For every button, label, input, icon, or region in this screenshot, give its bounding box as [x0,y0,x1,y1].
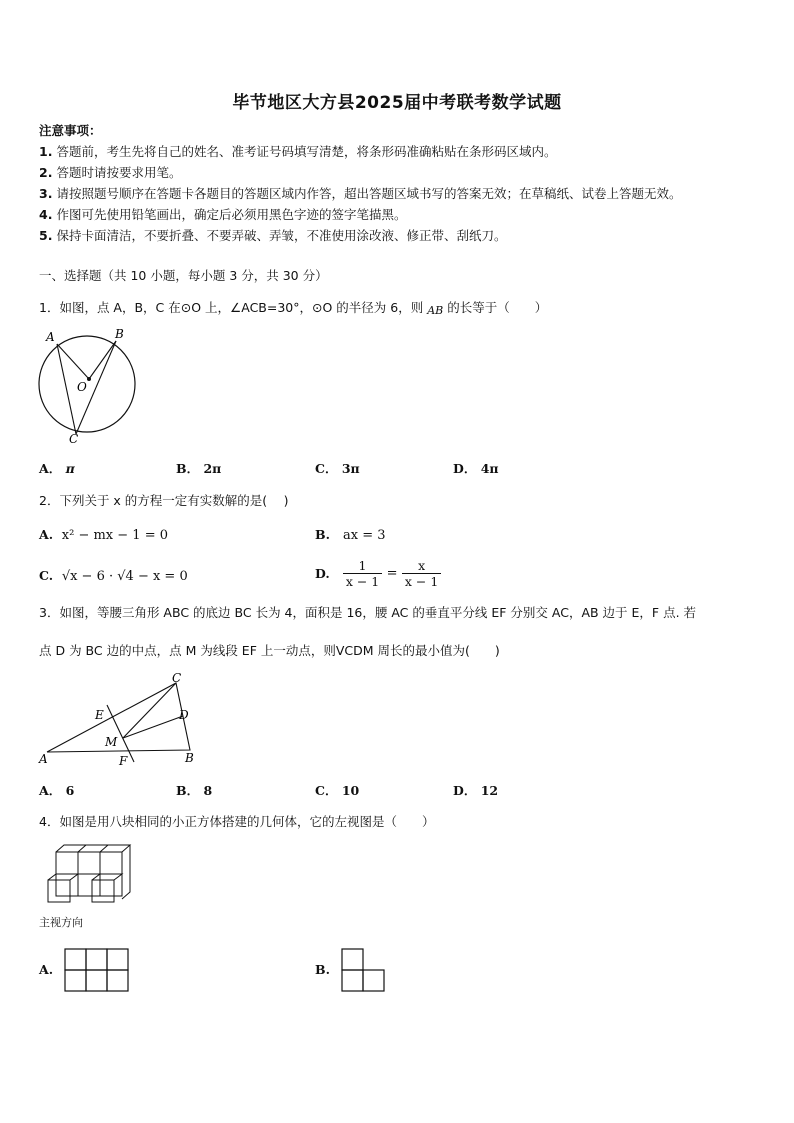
point-label: M [105,735,118,749]
point-label: O [77,380,87,394]
point-label: C [172,671,182,685]
notice-item: 5. 保持卡面清洁，不要折叠、不要弄破、弄皱，不准使用涂改液、修正带、刮纸刀。 [39,228,507,243]
cube-figure [40,842,140,912]
option-c: C. √x − 6 · √4 − x = 0 [39,568,188,584]
option-b: B． 8 [176,783,213,798]
option-a: A． π [39,461,75,476]
option-d: D． 12 [453,783,499,798]
notice-item: 4. 作图可先使用铅笔画出，确定后必须用黑色字迹的签字笔描黑。 [39,207,407,222]
option-d: D. $\frac{1}{x - 1}$ = $\frac{x}{x - 1}$ [315,558,441,589]
question-4: 4．如图是用八块相同的小正方体搭建的几何体，它的左视图是（ ） [39,814,435,829]
notice-item: 3. 请按照题号顺序在答题卡各题目的答题区域内作答，超出答题区域书写的答案无效；在草稿纸、试卷上答题无效。 [39,186,682,201]
question-3-line2: 点 D 为 BC 边的中点，点 M 为线段 EF 上一动点，则VCDM 周长的最小值为( ) [39,643,500,658]
circle-figure [37,326,145,446]
point-label: A [39,752,48,766]
point-label: D [179,708,189,722]
point-label: A [46,330,55,344]
section-heading: 一、选择题（共 10 小题，每小题 3 分，共 30 分） [39,268,328,283]
option-a: A. x² − mx − 1 = 0 [39,527,168,543]
option-a: A． 6 [39,783,75,798]
page-title: 毕节地区大方县2025届中考联考数学试题 [232,93,562,113]
option-d: D． 4π [453,461,499,476]
question-1: 1．如图，点 A，B，C 在⊙O 上，∠ACB=30°，⊙O 的半径为 6，则 AB 的长等于（ ） [39,300,548,317]
arc-label: AB [427,304,444,317]
option-b-letter: B. [315,962,330,977]
option-c: C． 3π [315,461,360,476]
notice-item: 1. 答题前，考生先将自己的姓名、准考证号码填写清楚，将条形码准确粘贴在条形码区域内。 [39,144,557,159]
point-label: B [185,751,194,765]
point-label: C [69,432,79,446]
option-a-view [64,947,132,993]
question-3: 3．如图，等腰三角形 ABC 的底边 BC 长为 4，面积是 16，腰 AC 的垂直平分线 EF 分别交 AC，AB 边于 E，F 点. 若 [39,605,697,620]
question-number: 1． [39,300,60,315]
question-2: 2．下列关于 x 的方程一定有实数解的是( ) [39,493,289,508]
option-b-view [340,947,388,993]
notice-item: 2. 答题时请按要求用笔。 [39,165,182,180]
option-b: B. ax = 3 [315,527,386,543]
point-label: E [95,708,104,722]
fraction: $\frac{x}{x - 1}$ [402,558,441,589]
option-b: B． 2π [176,461,222,476]
notice-heading: 注意事项： [39,123,102,138]
point-label: B [115,327,124,341]
option-c: C． 10 [315,783,360,798]
option-a-letter: A. [39,962,54,977]
fraction: $\frac{1}{x - 1}$ [343,558,382,589]
figure-caption: 主视方向 [39,916,83,929]
point-label: F [119,754,128,768]
triangle-figure [37,670,207,770]
